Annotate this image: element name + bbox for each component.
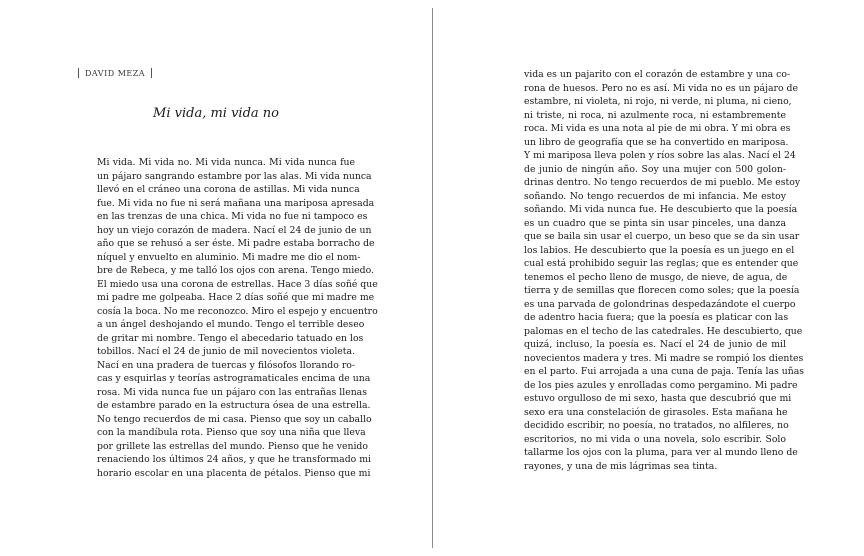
text-line: cosía la boca. No me reconozco. Miro el espejo y encuentro [97,305,378,317]
text-line: sexo era una constelación de girasoles. Esta mañana he [524,406,788,418]
text-line: drinas dentro. No tengo recuerdos de mi pueblo. Me estoy [524,177,801,188]
text-line: un libro de geografía que se ha convertido en mariposa. [524,136,789,148]
running-header [78,68,152,78]
text-line: vida es un pajarito con el corazón de estambre y una co- [524,69,791,80]
text-line: tobillos. Nací el 24 de junio de mil novecientos violeta. [97,346,356,357]
text-line: es un cuadro que se pinta sin usar pinceles, una danza [524,217,786,229]
text-line: Nací en una pradera de tuercas y filósofos llorando ro- [97,359,355,371]
text-line: hoy un viejo corazón de madera. Nací el 24 de junio de un [97,224,372,236]
text-line: níquel y envuelto en aluminio. Mi madre me dio el nom- [97,251,361,263]
text-line: roca. Mi vida es una nota al pie de mi obra. Y mi obra es [524,123,791,134]
text-line: Mi vida. Mi vida no. Mi vida nunca. Mi vida nunca fue [97,157,355,168]
text-line: estuvo orgulloso de mi sexo, hasta que descubrió que mi [524,393,792,404]
text-line: Y mi mariposa lleva polen y ríos sobre las alas. Nací el 24 [524,150,796,161]
text-line: soñando. Mi vida nunca fue. He descubierto que la poesía [524,204,798,215]
text-line: los labios. He descubierto que la poesía es un juego en el [524,244,795,256]
text-line: horario escolar en una placenta de pétalos. Pienso que mi [97,467,371,479]
header-rule-left [78,68,79,78]
text-line: palomas en el techo de las catedrales. He descubierto, que [524,325,803,337]
text-line: No tengo recuerdos de mi casa. Pienso que soy un caballo [97,413,372,425]
text-line: de gritar mi nombre. Tengo el abecedario tatuado en los [97,332,364,344]
text-line: de adentro hacia fuera; que la poesía es platicar con las [524,312,789,323]
poem-title: Mi vida, mi vida no [153,106,279,121]
text-line: de estambre parado en la estructura ósea de una estrella. [97,400,371,411]
text-line: cas y esquirlas y teorías astrogramaticales encima de una [97,373,371,384]
text-line: en el parto. Fui arrojada a una cuna de paja. Tenía las uñas [524,366,805,377]
text-line: es una parvada de golondrinas despedazándote el cuerpo [524,298,796,310]
text-line: renaciendo los últimos 24 años, y que he transformado mi [97,454,372,465]
header-rule-right [151,68,152,78]
text-line: quizá, incluso, la poesía es. Nací el 24 de junio de mil [524,339,786,350]
text-line: tenemos el pecho lleno de musgo, de nieve, de agua, de [524,271,788,283]
text-line: de los pies azules y enrolladas como pergamino. Mi padre [524,379,798,391]
text-line: escritorios, no mi vida o una novela, solo escribir. Solo [524,433,786,445]
text-line: mi padre me golpeaba. Hace 2 días soñé que mi madre me [97,292,375,303]
text-line: cual está prohibido seguir las reglas; que es entender que [524,258,799,269]
text-line: estambre, ni violeta, ni rojo, ni verde, ni pluma, ni cieno, [524,96,792,107]
text-line: novecientos madera y tres. Mi madre se rompió los dientes [524,352,804,364]
left-page-text [97,156,378,480]
text-line: rosa. Mi vida nunca fue un pájaro con las entrañas llenas [97,386,367,398]
text-line: tierra y de semillas que florecen como soles; que la poesía [524,285,800,296]
text-line: llevó en el cráneo una corona de astillas. Mi vida nunca [97,184,360,195]
header-author: DAVID MEZA [85,68,146,78]
right-page [434,0,864,556]
text-line: tallarme los ojos con la pluma, para ver al mundo lleno de [524,447,798,458]
text-line: ni triste, ni roca, ni azulmente roca, ni estambremente [524,109,786,121]
text-line: por grillete las estrellas del mundo. Pienso que he venido [97,440,368,452]
text-line: decidido escribir, no poesía, no tratados, no alfileres, no [524,420,789,431]
right-page-text [524,68,805,473]
text-line: rayones, y una de mis lágrimas sea tinta. [524,460,718,472]
text-line: año que se rehusó a ser éste. Mi padre estaba borracho de [97,238,375,249]
text-line: bre de Rebeca, y me talló los ojos con arena. Tengo miedo. [97,265,375,276]
text-line: El miedo usa una corona de estrellas. Hace 3 días soñé que [97,278,378,290]
text-line: soñando. No tengo recuerdos de mi infancia. Me estoy [524,190,786,202]
book-gutter [432,8,433,548]
text-line: a un ángel deshojando el mundo. Tengo el terrible deseo [97,319,365,330]
text-line: en las trenzas de una chica. Mi vida no fue ni tampoco es [97,211,368,222]
text-line: rona de huesos. Pero no es así. Mi vida no es un pájaro de [524,82,798,94]
text-line: con la mandíbula rota. Pienso que soy una niña que lleva [97,427,366,438]
text-line: fue. Mi vida no fue ni será mañana una mariposa apresada [97,197,375,209]
text-line: un pájaro sangrando estambre por las alas. Mi vida nunca [97,170,372,182]
text-line: de junio de ningún año. Soy una mujer con 500 golon- [524,163,786,175]
text-line: que se baila sin usar el cuerpo, un beso que se da sin usar [524,231,800,242]
